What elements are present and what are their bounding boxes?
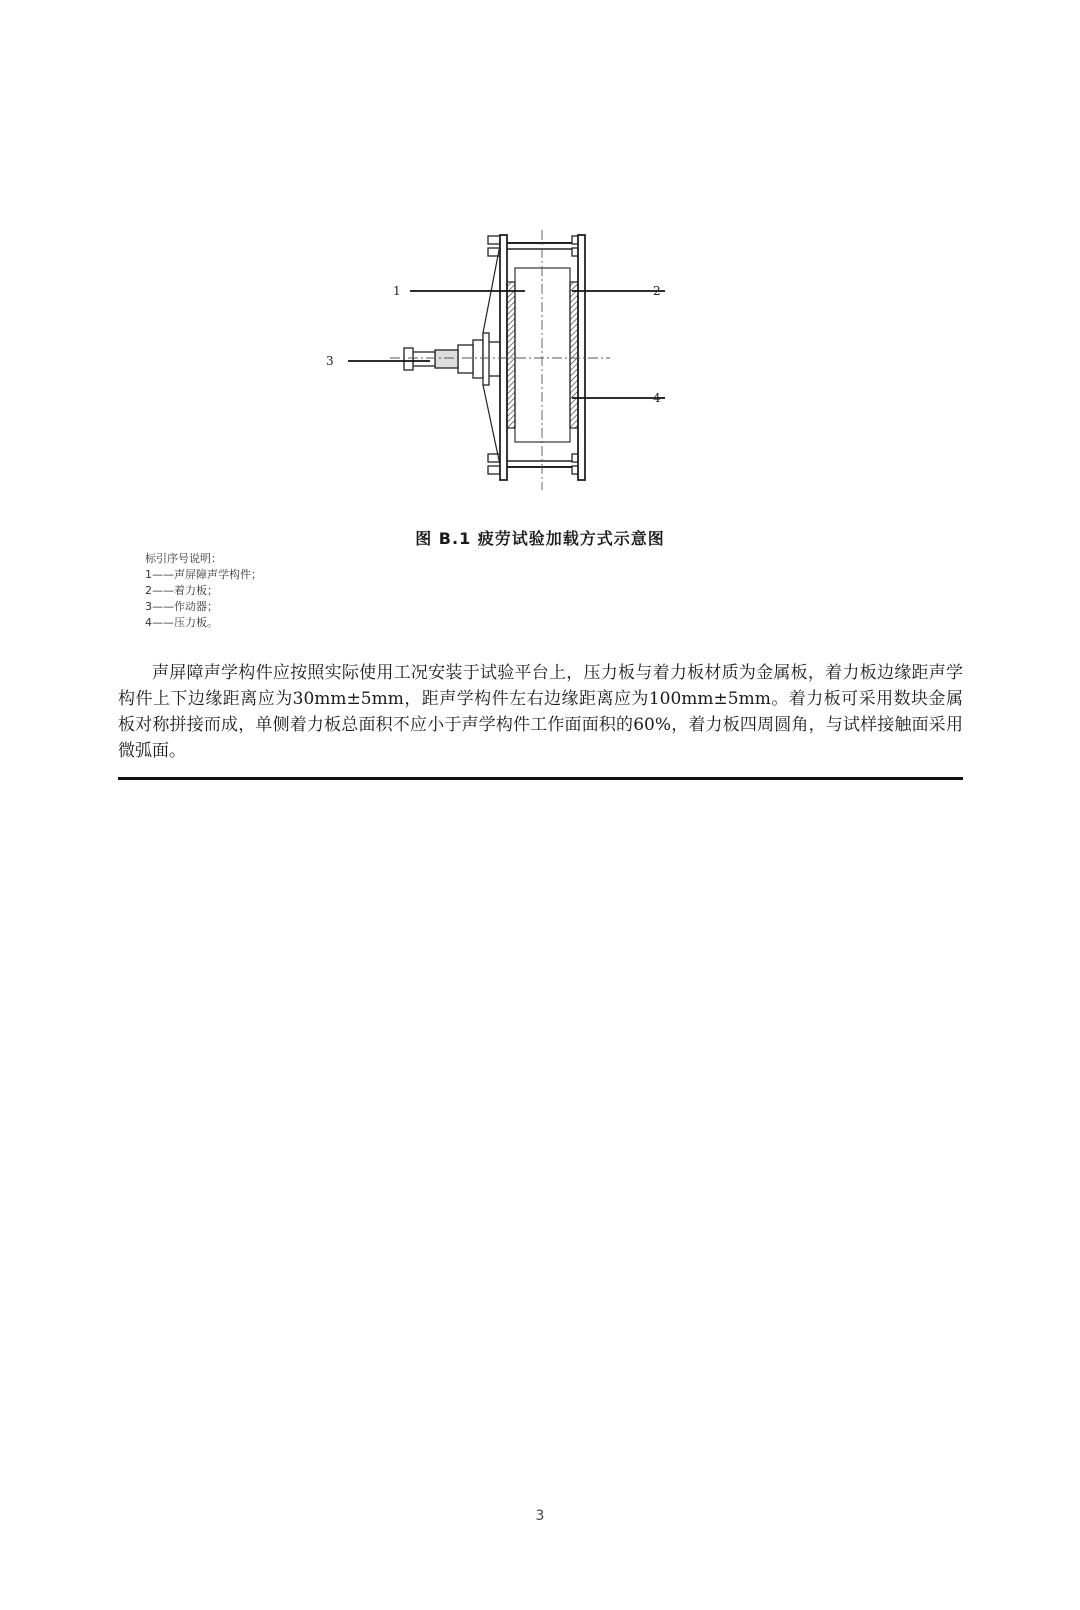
- callout-4: 4: [653, 391, 661, 405]
- right-hatched-plate: [570, 282, 578, 428]
- legend-title: 标引序号说明：: [145, 552, 222, 565]
- left-hatched-plate: [507, 282, 515, 428]
- left-frame-plate: [500, 235, 507, 480]
- callout-2: 2: [653, 284, 661, 298]
- body-paragraph: 声屏障声学构件应按照实际使用工况安装于试验平台上，压力板与着力板材质为金属板，着力板边缘距声学构件上下边缘距离应为30mm±5mm，距声学构件左右边缘距离应为100mm±5mm。着力板可采用数块金属板对称拼接而成，单侧着力板总面积不应小于声学构件工作面面积的60%，着力板四周圆角，与试样接触面采用微弧面。: [118, 663, 963, 761]
- legend-item: 2——着力板；: [145, 584, 218, 597]
- callout-3: 3: [326, 354, 334, 368]
- actuator-assembly: [404, 333, 500, 385]
- section-end-rule: [118, 777, 963, 780]
- figure-caption: 图 B.1 疲劳试验加载方式示意图: [415, 529, 665, 548]
- loading-schematic: [320, 230, 680, 495]
- callout-legend: [145, 551, 262, 631]
- callout-1: 1: [393, 284, 401, 298]
- page-number: 3: [535, 1508, 545, 1524]
- legend-item: 4——压力板。: [145, 616, 218, 629]
- right-frame-plate: [578, 235, 585, 480]
- acoustic-component: [515, 268, 570, 442]
- legend-item: 1——声屏障声学构件；: [145, 568, 262, 581]
- legend-item: 3——作动器；: [145, 600, 218, 613]
- fatigue-test-diagram: [320, 230, 680, 495]
